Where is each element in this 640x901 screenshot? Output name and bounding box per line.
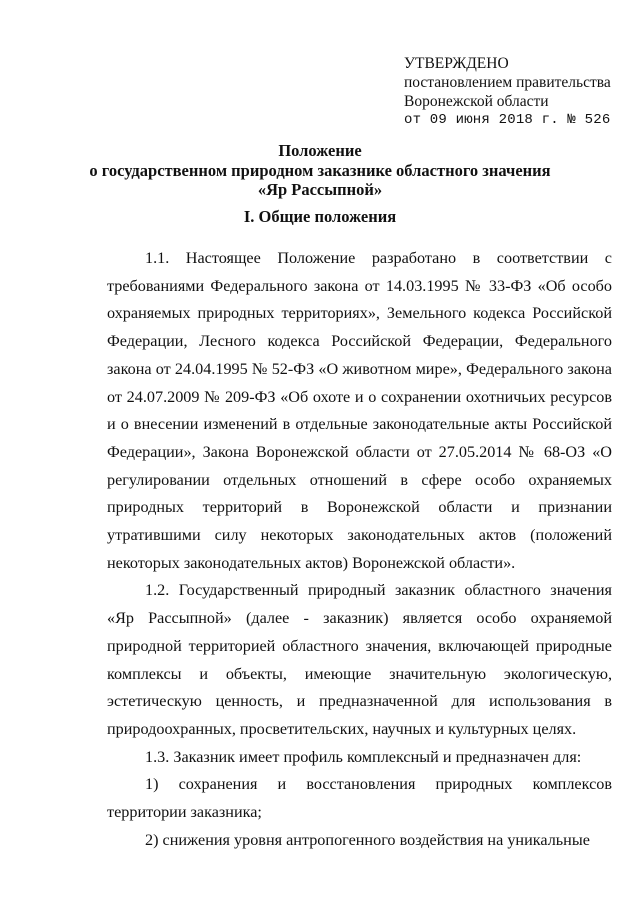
approval-authority: постановлением правительства <box>404 74 611 91</box>
list-item-2: 2) снижения уровня антропогенного воздействия на уникальные <box>145 830 590 849</box>
list-item-1: 1) сохранения и восстановления природных комплексов территории заказника; <box>107 775 612 822</box>
paragraph-1-1: 1.1. Настоящее Положение разработано в соответствии с требованиями Федерального закона от 14.03.1995 № 33-ФЗ «Об особо охраняемых природных территориях», Земельного кодекса Российской Федерации, Лесного кодекса Российской Федерации, Федерального закона от 24.04.1995 № 52-ФЗ «О животном мире», Федерального закона от 24.07.2009 № 209-ФЗ «Об охоте и о сохранении охотничьих ресурсов и о внесении изменений в отдельные законодательные акты Российской Федерации», Закона Воронежской области от 27.05.2014 № 68-ОЗ «О регулировании отдельных отношений в сфере особо охраняемых природных территорий в Воронежской области и признании утратившими силу некоторых законодательных актов (положений некоторых законодательных актов) Воронежской области». <box>107 249 612 572</box>
approval-region: Воронежской области <box>404 93 549 110</box>
title-line-3: «Яр Рассыпной» <box>257 180 383 199</box>
paragraph-1-2: 1.2. Государственный природный заказник областного значения «Яр Рассыпной» (далее - заказник) является особо охраняемой природной территорией областного значения, включающей природные комплексы и объекты, имеющие значительную экологическую, эстетическую ценность, и предназначенной для использования в природоохранных, просветительских, научных и культурных целях. <box>107 581 612 738</box>
approval-date-number: от 09 июня 2018 г. № 526 <box>404 112 611 128</box>
title-line-1: Положение <box>278 141 362 160</box>
title-line-2: о государственном природном заказнике областного значения <box>89 160 551 180</box>
approval-stamp <box>404 54 634 130</box>
paragraph-1-3: 1.3. Заказник имеет профиль комплексный и предназначен для: <box>145 747 582 766</box>
approval-label: УТВЕРЖДЕНО <box>404 55 509 72</box>
document-title <box>0 141 640 200</box>
document-body <box>107 245 612 854</box>
section-heading: I. Общие положения <box>243 207 397 226</box>
